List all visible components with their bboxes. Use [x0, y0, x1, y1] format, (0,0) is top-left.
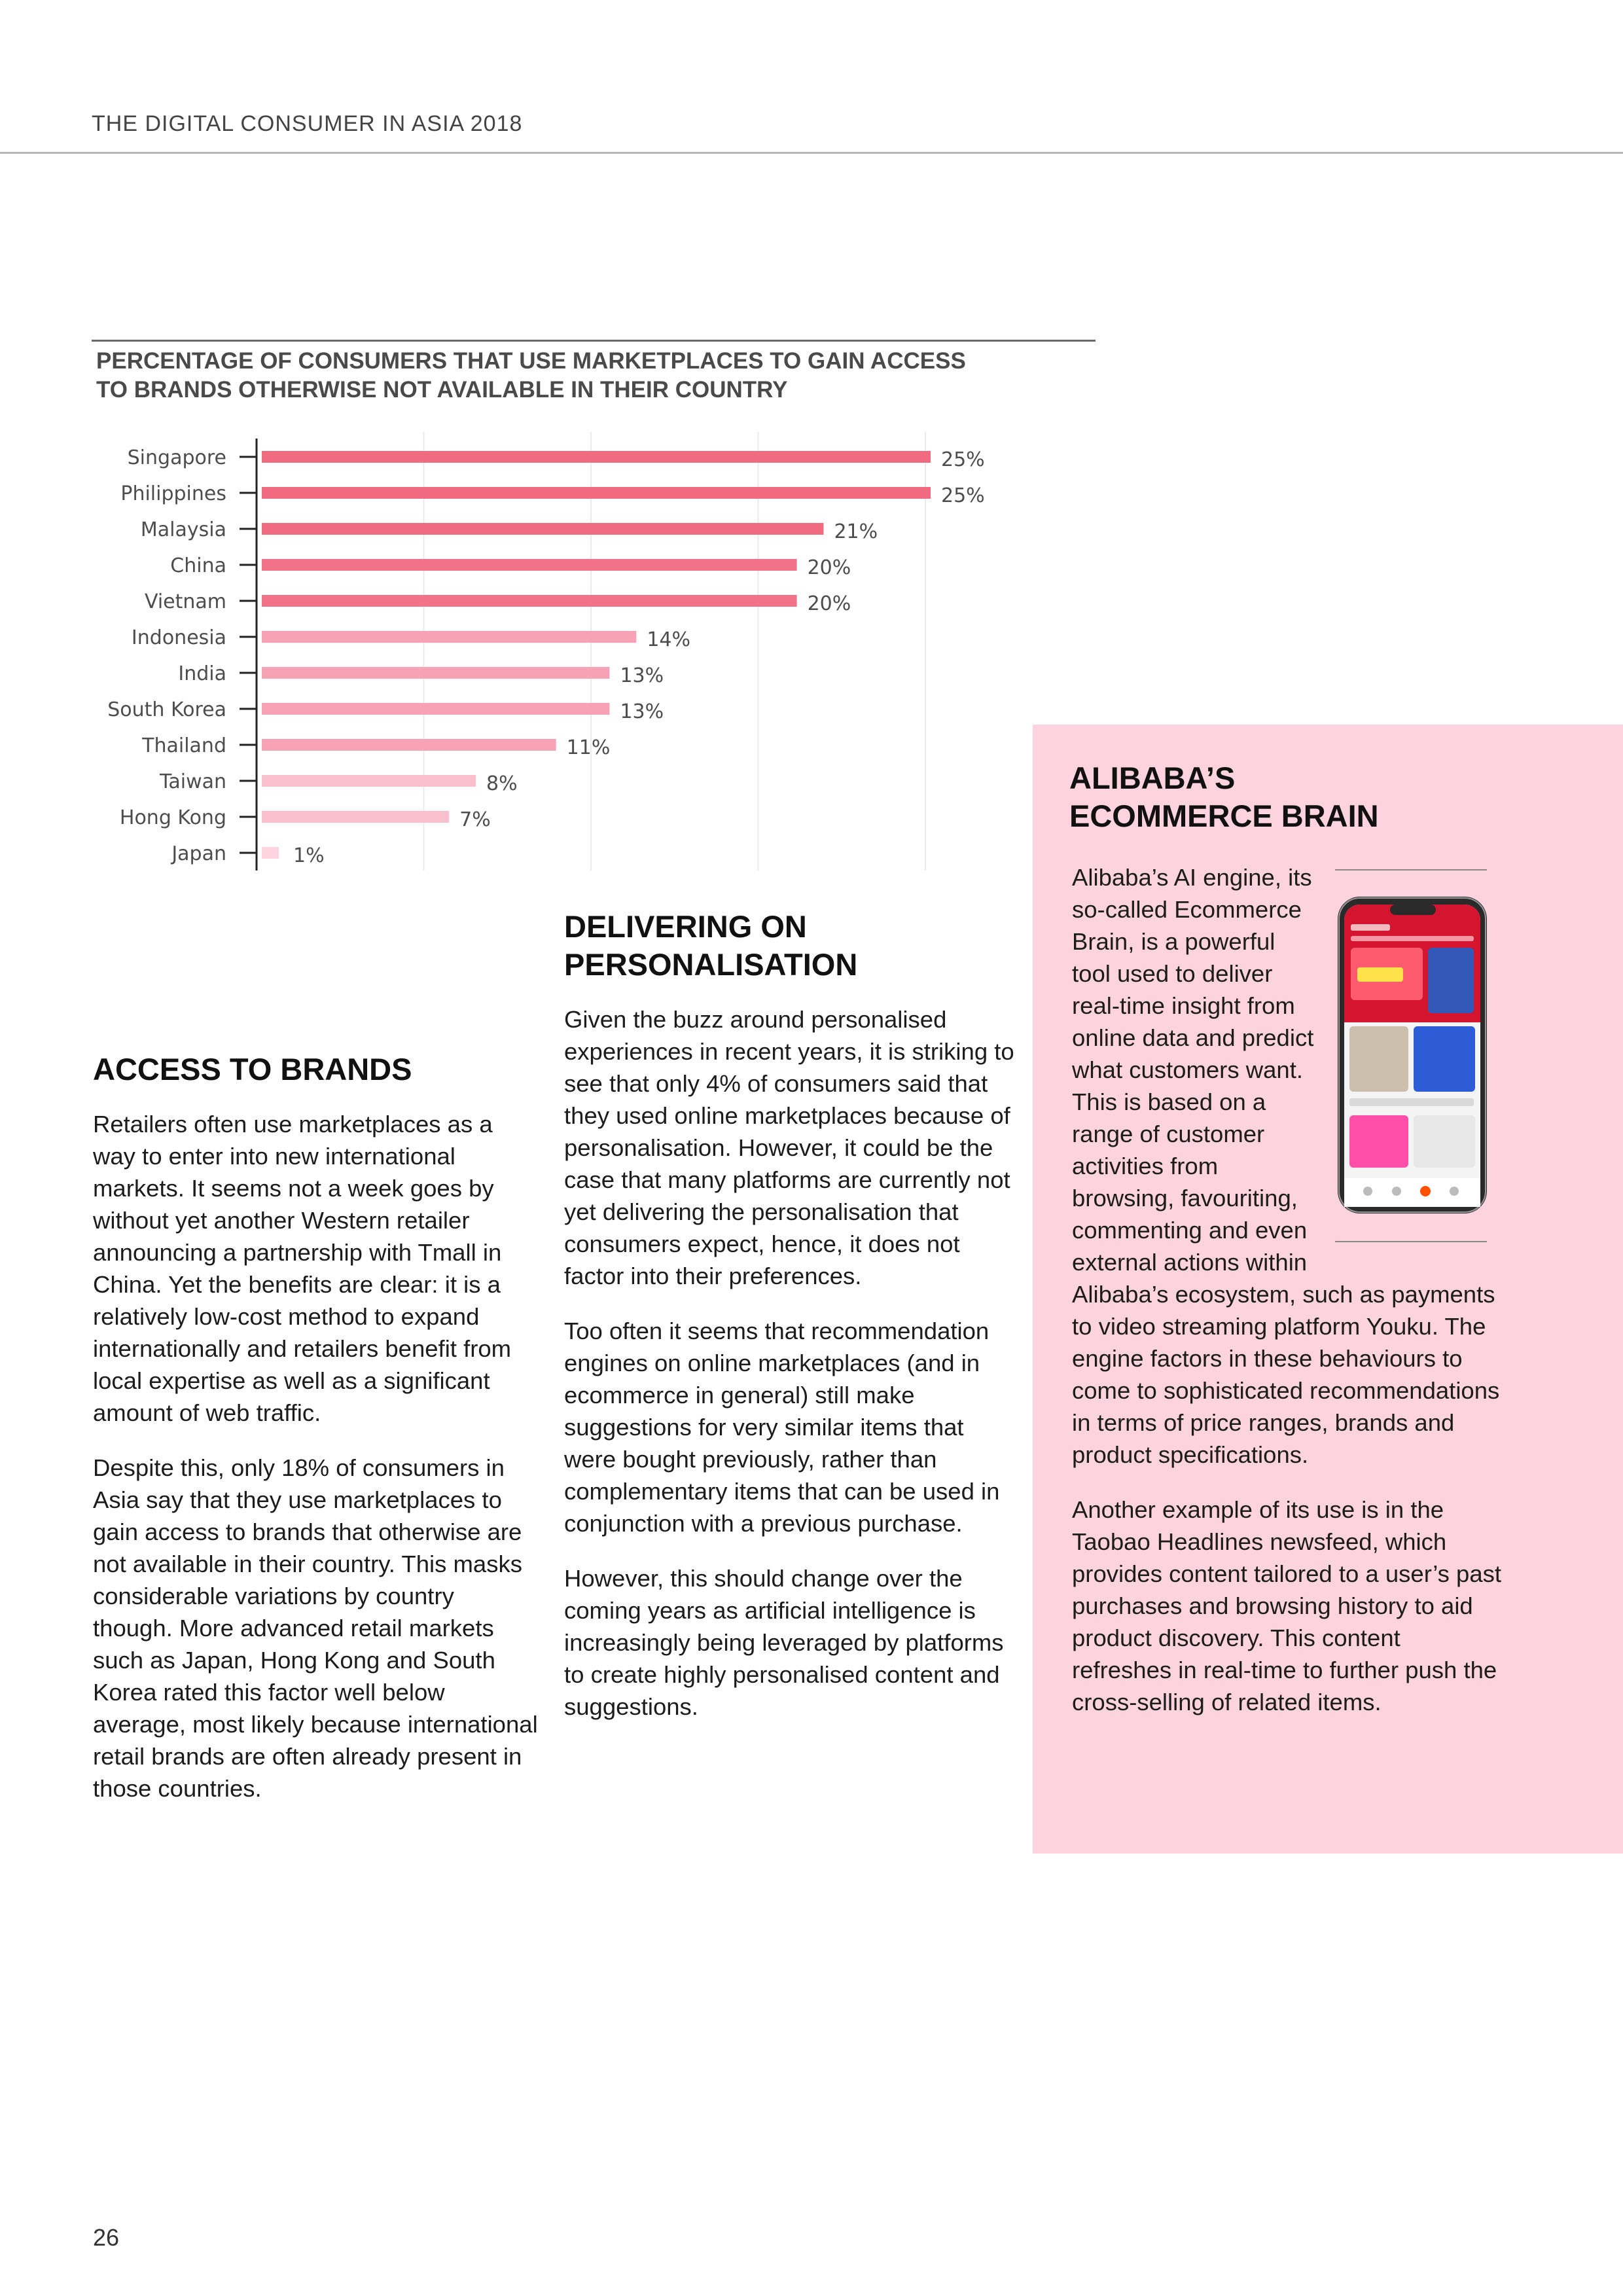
- value-label-japan: 1%: [293, 844, 325, 867]
- value-label-vietnam: 20%: [807, 592, 851, 615]
- chart-title-line-2: TO BRANDS OTHERWISE NOT AVAILABLE IN THEIR COUNTRY: [96, 377, 788, 403]
- product-card-left: [1349, 1026, 1408, 1092]
- bar-china: [262, 559, 797, 571]
- running-header-title: THE DIGITAL CONSUMER IN ASIA 2018: [92, 111, 523, 136]
- bar-indonesia: [262, 631, 636, 643]
- nav-discover-icon: [1392, 1187, 1401, 1196]
- nav-center-icon: [1420, 1186, 1431, 1196]
- sidebar-paragraph-2: Another example of its use is in the Taobao Headlines newsfeed, which provides content tailored to a user’s past purchases and browsing history to aid product discovery. This content refreshes in real-time to further push the cross-selling of related items.: [1072, 1496, 1502, 1715]
- product-card-right: [1414, 1026, 1475, 1092]
- personalisation-paragraph-2: Too often it seems that recommendation engines on online marketplaces (and in ecommerce in general) still make suggestions for very similar items that were bought previously, rather than complementary items that can be used in conjunction with a previous purchase.: [564, 1318, 1000, 1537]
- category-label-malaysia: Malaysia: [140, 518, 226, 541]
- bar-hong-kong: [262, 811, 449, 823]
- personalisation-heading-line-2: PERSONALISATION: [564, 947, 858, 982]
- caption-row: [1349, 1098, 1474, 1106]
- category-label-singapore: Singapore: [127, 446, 226, 469]
- value-label-hong-kong: 7%: [459, 808, 491, 831]
- category-label-taiwan: Taiwan: [159, 770, 226, 793]
- bar-japan: [262, 847, 279, 859]
- personalisation-column: [564, 908, 1016, 1746]
- chart-title: [96, 347, 1078, 404]
- phone-figure: [1335, 861, 1497, 1242]
- access-paragraph-1: Retailers often use marketplaces as a way to enter into new international markets. It seems not a week goes by without yet another Western retailer announcing a partnership with Tmall in China. Yet the benefits are clear: it is a relatively low-cost method to expand internationally and retailers benefit from local expertise as well as a significant amount of web traffic.: [93, 1111, 512, 1426]
- value-label-china: 20%: [807, 556, 851, 579]
- personalisation-paragraph-3: However, this should change over the coming years as artificial intelligence is increasingly being leveraged by platforms to create highly personalised content and suggestions.: [564, 1565, 1004, 1720]
- bar-malaysia: [262, 523, 823, 535]
- value-label-singapore: 25%: [941, 448, 985, 471]
- category-label-indonesia: Indonesia: [131, 626, 226, 649]
- value-label-taiwan: 8%: [486, 772, 518, 795]
- bar-taiwan: [262, 775, 476, 787]
- personalisation-heading-line-1: DELIVERING ON: [564, 909, 807, 944]
- promo-tile-right: [1414, 1115, 1475, 1168]
- app-header-bar: [1351, 924, 1390, 931]
- bar-vietnam: [262, 595, 797, 607]
- category-label-india: India: [178, 662, 226, 685]
- promo-tile-left: [1349, 1115, 1408, 1168]
- category-label-hong-kong: Hong Kong: [119, 806, 226, 829]
- sidebar-paragraph-1: Alibaba’s AI engine, its so-called Ecommerce Brain, is a powerful tool used to deliver real-time insight from online data and predict what customers want. This is based on a range of customer activities from browsing, favouriting, commenting and even external actions within Alibaba’s ecosystem, such as payments to video streaming platform Youku. The engine factors in these behaviours to come to sophisticated recommendations in terms of price ranges, brands and product specifications.: [1072, 864, 1500, 1468]
- app-tab-strip: [1351, 936, 1474, 941]
- value-label-india: 13%: [620, 664, 664, 687]
- category-label-philippines: Philippines: [120, 482, 226, 505]
- access-paragraph-2: Despite this, only 18% of consumers in Asia say that they use marketplaces to gain access to brands that otherwise are not available in their country. This masks considerable variations by country though. More advanced retail markets such as Japan, Hong Kong and South Korea rated this factor well below average, most likely because international retail brands are often already present in those countries.: [93, 1454, 538, 1802]
- figure-rule-top: [1335, 869, 1487, 870]
- value-label-south-korea: 13%: [620, 700, 664, 723]
- sidebar-body: [1072, 861, 1504, 1741]
- value-label-thailand: 11%: [566, 736, 611, 759]
- figure-rule-bottom: [1335, 1241, 1487, 1242]
- bar-chart: [92, 432, 1021, 877]
- sidebar-heading: [1069, 759, 1410, 835]
- category-label-south-korea: South Korea: [107, 698, 226, 721]
- bar-india: [262, 667, 609, 679]
- bar-thailand: [262, 739, 556, 751]
- sidebar-heading-line-2: ECOMMERCE BRAIN: [1069, 798, 1379, 833]
- access-to-brands-column: [93, 1050, 538, 1827]
- nav-home-icon: [1363, 1187, 1372, 1196]
- promo-label-block: [1357, 967, 1403, 982]
- value-label-philippines: 25%: [941, 484, 985, 507]
- category-label-china: China: [170, 554, 226, 577]
- value-label-indonesia: 14%: [647, 628, 691, 651]
- personalisation-heading: [564, 908, 1016, 984]
- category-label-thailand: Thailand: [142, 734, 226, 757]
- model-photo-card: [1428, 948, 1474, 1013]
- personalisation-paragraph-1: Given the buzz around personalised experiences in recent years, it is striking to see that only 4% of consumers said that they used online marketplaces because of personalisation. However, it could be the case that many platforms are currently not yet delivering the personalisation that consumers expect, hence, it does not factor into their preferences.: [564, 1006, 1014, 1289]
- bar-philippines: [262, 487, 931, 499]
- bar-south-korea: [262, 703, 609, 715]
- header-divider: [0, 152, 1623, 154]
- category-label-japan: Japan: [171, 842, 226, 865]
- chart-title-line-1: PERCENTAGE OF CONSUMERS THAT USE MARKETPLACES TO GAIN ACCESS: [96, 348, 966, 374]
- category-label-vietnam: Vietnam: [144, 590, 226, 613]
- bar-singapore: [262, 451, 931, 463]
- phone-notch: [1390, 905, 1436, 915]
- nav-profile-icon: [1450, 1187, 1459, 1196]
- chart-top-rule: [92, 340, 1096, 342]
- page-number: 26: [93, 2224, 120, 2251]
- smartphone-illustration: [1335, 895, 1489, 1216]
- sidebar-heading-line-1: ALIBABA’S: [1069, 761, 1236, 795]
- access-heading: ACCESS TO BRANDS: [93, 1052, 412, 1086]
- value-label-malaysia: 21%: [834, 520, 878, 543]
